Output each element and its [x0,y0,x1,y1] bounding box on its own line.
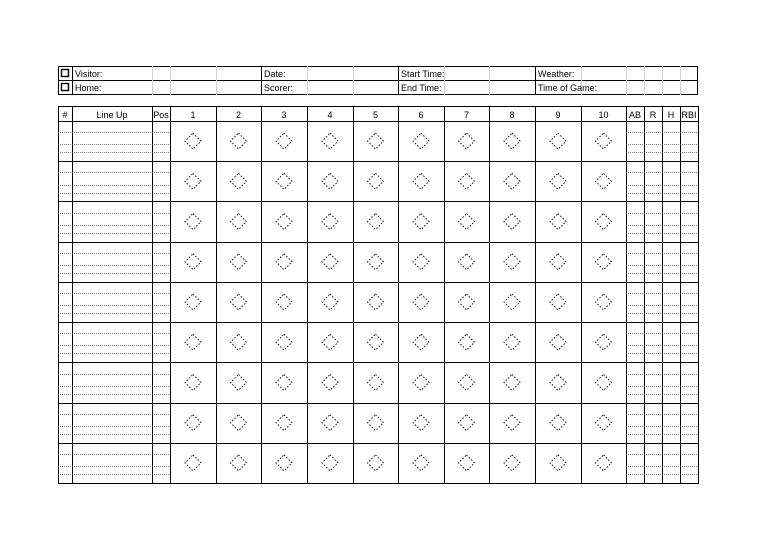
scoring-grid [58,106,699,484]
base-diamond-icon[interactable] [231,374,247,390]
end-time-label: End Time: [401,83,442,93]
base-diamond-icon[interactable] [322,254,338,270]
base-diamond-icon[interactable] [413,334,429,350]
batting-rows [58,133,699,475]
base-diamond-icon[interactable] [413,133,429,149]
base-diamond-icon[interactable] [276,133,292,149]
base-diamond-icon[interactable] [459,254,475,270]
base-diamond-icon[interactable] [185,294,201,310]
visitor-label: Visitor: [75,69,103,79]
base-diamond-icon[interactable] [368,374,384,390]
base-diamond-icon[interactable] [550,173,566,189]
base-diamond-icon[interactable] [459,415,475,431]
base-diamond-icon[interactable] [413,254,429,270]
base-diamond-icon[interactable] [368,334,384,350]
base-diamond-icon[interactable] [596,294,612,310]
base-diamond-icon[interactable] [322,334,338,350]
base-diamond-icon[interactable] [231,455,247,471]
base-diamond-icon[interactable] [185,334,201,350]
base-diamond-icon[interactable] [413,214,429,230]
base-diamond-icon[interactable] [322,415,338,431]
column-header-line-up: Line Up [96,110,128,120]
date-label: Date: [264,69,286,79]
home-checkbox-icon[interactable] [62,84,69,91]
base-diamond-icon[interactable] [276,214,292,230]
base-diamond-icon[interactable] [276,173,292,189]
base-diamond-icon[interactable] [413,455,429,471]
base-diamond-icon[interactable] [231,214,247,230]
base-diamond-icon[interactable] [596,254,612,270]
base-diamond-icon[interactable] [504,334,520,350]
column-header-7: 7 [463,110,470,120]
column-header-8: 8 [509,110,515,120]
base-diamond-icon[interactable] [276,334,292,350]
base-diamond-icon[interactable] [550,415,566,431]
base-diamond-icon[interactable] [596,334,612,350]
base-diamond-icon[interactable] [231,254,247,270]
base-diamond-icon[interactable] [504,455,520,471]
base-diamond-icon[interactable] [231,294,247,310]
base-diamond-icon[interactable] [459,374,475,390]
base-diamond-icon[interactable] [550,374,566,390]
base-diamond-icon[interactable] [276,455,292,471]
start-time-label: Start Time: [401,69,445,79]
base-diamond-icon[interactable] [322,173,338,189]
base-diamond-icon[interactable] [504,415,520,431]
base-diamond-icon[interactable] [276,254,292,270]
column-header-r: R [649,110,657,120]
base-diamond-icon[interactable] [504,214,520,230]
base-diamond-icon[interactable] [550,214,566,230]
base-diamond-icon[interactable] [231,334,247,350]
header-block [58,66,698,95]
column-header-ab: AB [628,110,642,120]
base-diamond-icon[interactable] [413,374,429,390]
base-diamond-icon[interactable] [596,374,612,390]
base-diamond-icon[interactable] [413,173,429,189]
base-diamond-icon[interactable] [459,173,475,189]
base-diamond-icon[interactable] [413,294,429,310]
base-diamond-icon[interactable] [504,133,520,149]
column-header-4: 4 [327,110,333,120]
column-header-9: 9 [555,110,561,120]
column-header--: # [62,110,68,120]
base-diamond-icon[interactable] [459,133,475,149]
base-diamond-icon[interactable] [368,455,384,471]
base-diamond-icon[interactable] [322,374,338,390]
base-diamond-icon[interactable] [276,294,292,310]
base-diamond-icon[interactable] [185,214,201,230]
column-headers [62,110,696,120]
base-diamond-icon[interactable] [596,455,612,471]
column-header-3: 3 [281,110,287,120]
weather-label: Weather: [538,69,575,79]
column-header-2: 2 [235,110,242,120]
base-diamond-icon[interactable] [550,334,566,350]
base-diamond-icon[interactable] [459,214,475,230]
base-diamond-icon[interactable] [322,133,338,149]
base-diamond-icon[interactable] [596,415,612,431]
base-diamond-icon[interactable] [368,214,384,230]
base-diamond-icon[interactable] [322,294,338,310]
base-diamond-icon[interactable] [185,173,201,189]
base-diamond-icon[interactable] [276,415,292,431]
base-diamond-icon[interactable] [368,173,384,189]
base-diamond-icon[interactable] [185,455,201,471]
base-diamond-icon[interactable] [459,334,475,350]
batting-row[interactable] [58,323,699,354]
base-diamond-icon[interactable] [231,173,247,189]
base-diamond-icon[interactable] [185,415,201,431]
base-diamond-icon[interactable] [550,455,566,471]
base-diamond-icon[interactable] [413,415,429,431]
column-header-h: H [667,110,675,120]
base-diamond-icon[interactable] [550,133,566,149]
base-diamond-icon[interactable] [368,294,384,310]
base-diamond-icon[interactable] [231,415,247,431]
base-diamond-icon[interactable] [185,133,201,149]
base-diamond-icon[interactable] [368,254,384,270]
base-diamond-icon[interactable] [504,294,520,310]
base-diamond-icon[interactable] [459,455,475,471]
base-diamond-icon[interactable] [596,214,612,230]
column-header-1: 1 [190,110,196,120]
base-diamond-icon[interactable] [368,133,384,149]
column-header-rbi: RBI [681,110,697,120]
base-diamond-icon[interactable] [504,254,520,270]
base-diamond-icon[interactable] [550,254,566,270]
base-diamond-icon[interactable] [504,173,520,189]
column-header-10: 10 [598,110,609,120]
base-diamond-icon[interactable] [276,374,292,390]
base-diamond-icon[interactable] [322,455,338,471]
home-label: Home: [75,83,102,93]
base-diamond-icon[interactable] [368,415,384,431]
visitor-checkbox-icon[interactable] [62,70,69,77]
base-diamond-icon[interactable] [596,173,612,189]
scorer-label: Scorer: [264,83,294,93]
base-diamond-icon[interactable] [596,133,612,149]
base-diamond-icon[interactable] [504,374,520,390]
column-header-5: 5 [372,110,379,120]
base-diamond-icon[interactable] [185,254,201,270]
base-diamond-icon[interactable] [231,133,247,149]
base-diamond-icon[interactable] [322,214,338,230]
base-diamond-icon[interactable] [185,374,201,390]
base-diamond-icon[interactable] [459,294,475,310]
time-of-game-label: Time of Game: [538,83,598,93]
column-header-6: 6 [418,110,424,120]
base-diamond-icon[interactable] [550,294,566,310]
column-header-pos: Pos [153,110,169,120]
